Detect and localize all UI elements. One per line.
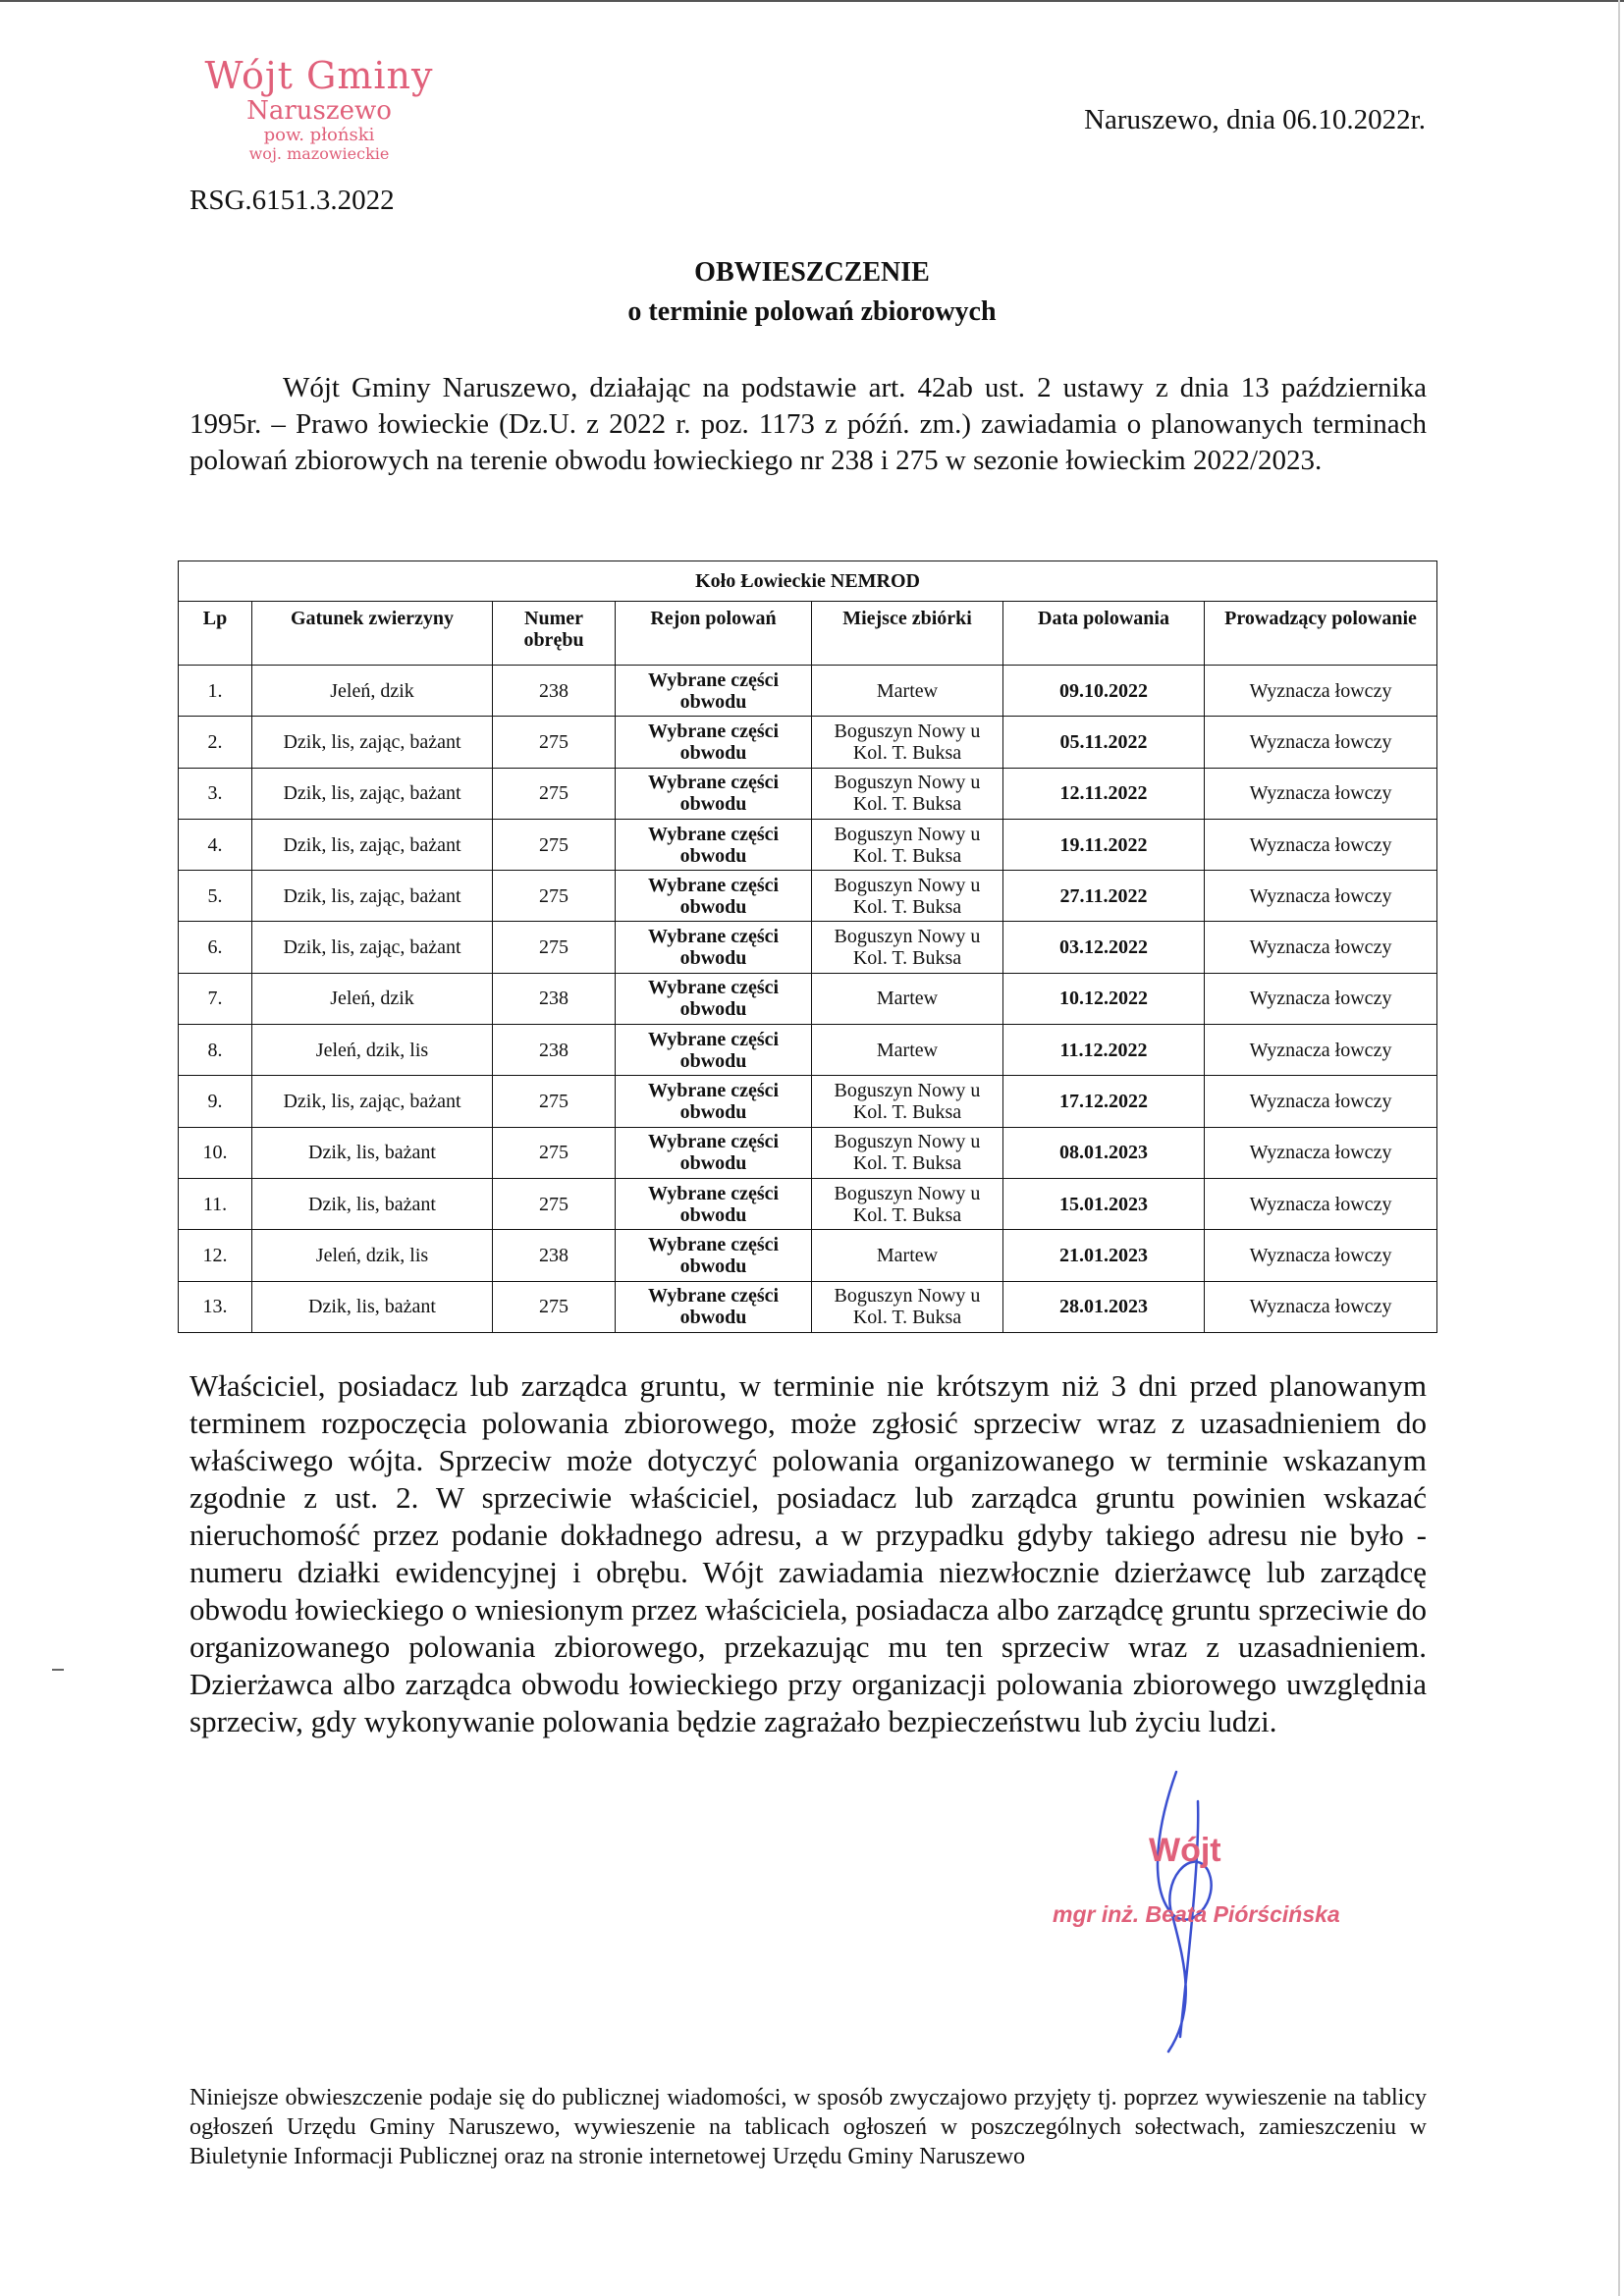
row-date: 11.12.2022 (1003, 1025, 1205, 1076)
row-district: 275 (493, 717, 616, 768)
signatory-name: mgr inż. Beata Piórścińska (1053, 1901, 1340, 1927)
row-lp: 4. (179, 819, 252, 870)
table-row (179, 768, 1437, 819)
table-row (179, 1230, 1437, 1281)
stamp-line-4: woj. mazowieckie (248, 144, 390, 163)
row-lp: 1. (179, 666, 252, 717)
row-species: Dzik, lis, bażant (252, 1178, 493, 1229)
document-date: Naruszewo, dnia 06.10.2022r. (1084, 104, 1426, 135)
header-leader: Prowadzący polowanie (1205, 602, 1437, 666)
row-species: Dzik, lis, zając, bażant (252, 819, 493, 870)
objection-rules-paragraph: Właściciel, posiadacz lub zarządca gruntu, w terminie nie krótszym niż 3 dni przed planowanym terminem rozpoczęcia polowania zbiorowego, może zgłosić sprzeciw wraz z uzasadnieniem do właściwego wójta. Sprzeciw może dotyczyć polowania organizowanego w terminie wskazanym zgodnie z ust. 2. W sprzeciwie właściciel, posiadacz lub zarządca gruntu powinien wskazać nieruchomość przez podanie dokładnego adresu, a w przypadku gdyby takiego adresu nie było - numeru działki ewidencyjnej i obrębu. Wójt zawiadamia niezwłocznie dzierżawcę lub zarządcę obwodu łowieckiego o wniesionym przez właściciela, posiadacza albo zarządcę gruntu sprzeciwie do organizowanego polowania zbiorowego, przekazując mu ten sprzeciw wraz z uzasadnieniem. Dzierżawca albo zarządca obwodu łowieckiego przy organizacji polowania zbiorowego uwzględnia sprzeciw, gdy wykonywanie polowania będzie zagrażało bezpieczeństwu lub życiu ludzi. (189, 1368, 1427, 1738)
row-place: Boguszyn Nowy u Kol. T. Buksa (812, 819, 1003, 870)
row-species: Jeleń, dzik, lis (252, 1025, 493, 1076)
row-district: 238 (493, 666, 616, 717)
row-place: Boguszyn Nowy u Kol. T. Buksa (812, 922, 1003, 973)
row-region: Wybrane części obwodu (616, 1076, 812, 1127)
row-lp: 7. (179, 973, 252, 1024)
row-place: Martew (812, 1025, 1003, 1076)
row-date: 10.12.2022 (1003, 973, 1205, 1024)
row-species: Dzik, lis, bażant (252, 1281, 493, 1332)
signatory-title: Wójt (1149, 1832, 1221, 1869)
header-region: Rejon polowań (616, 602, 812, 666)
row-place: Boguszyn Nowy u Kol. T. Buksa (812, 717, 1003, 768)
table-row (179, 1178, 1437, 1229)
row-lp: 8. (179, 1025, 252, 1076)
stamp-line-1: Wójt Gminy (204, 54, 434, 97)
row-leader: Wyznacza łowczy (1205, 717, 1437, 768)
row-leader: Wyznacza łowczy (1205, 1178, 1437, 1229)
row-lp: 10. (179, 1127, 252, 1178)
table-row (179, 1025, 1437, 1076)
row-district: 275 (493, 1076, 616, 1127)
row-leader: Wyznacza łowczy (1205, 973, 1437, 1024)
scan-right-edge (1618, 0, 1620, 2296)
row-place: Martew (812, 1230, 1003, 1281)
row-date: 05.11.2022 (1003, 717, 1205, 768)
row-species: Dzik, lis, zając, bażant (252, 922, 493, 973)
row-district: 275 (493, 871, 616, 922)
stamp-line-2: Naruszewo (246, 96, 392, 126)
row-leader: Wyznacza łowczy (1205, 666, 1437, 717)
row-place: Boguszyn Nowy u Kol. T. Buksa (812, 871, 1003, 922)
row-date: 27.11.2022 (1003, 871, 1205, 922)
row-date: 03.12.2022 (1003, 922, 1205, 973)
document-subtitle: o terminie polowań zbiorowych (627, 296, 997, 327)
row-leader: Wyznacza łowczy (1205, 768, 1437, 819)
row-district: 275 (493, 768, 616, 819)
row-place: Martew (812, 666, 1003, 717)
row-place: Boguszyn Nowy u Kol. T. Buksa (812, 768, 1003, 819)
row-date: 15.01.2023 (1003, 1178, 1205, 1229)
table-row (179, 819, 1437, 870)
header-district: Numer obrębu (493, 602, 616, 666)
row-region: Wybrane części obwodu (616, 666, 812, 717)
row-leader: Wyznacza łowczy (1205, 922, 1437, 973)
row-leader: Wyznacza łowczy (1205, 819, 1437, 870)
row-species: Jeleń, dzik, lis (252, 1230, 493, 1281)
row-region: Wybrane części obwodu (616, 1281, 812, 1332)
row-lp: 13. (179, 1281, 252, 1332)
office-stamp (196, 54, 442, 163)
row-district: 275 (493, 1281, 616, 1332)
row-place: Boguszyn Nowy u Kol. T. Buksa (812, 1281, 1003, 1332)
row-district: 238 (493, 973, 616, 1024)
row-lp: 12. (179, 1230, 252, 1281)
row-date: 21.01.2023 (1003, 1230, 1205, 1281)
row-lp: 6. (179, 922, 252, 973)
row-place: Boguszyn Nowy u Kol. T. Buksa (812, 1178, 1003, 1229)
table-body (179, 666, 1437, 1333)
table-row (179, 973, 1437, 1024)
row-region: Wybrane części obwodu (616, 1230, 812, 1281)
publication-footer: Niniejsze obwieszczenie podaje się do publicznej wiadomości, w sposób zwyczajowo przyjęty tj. poprzez wywieszenie na tablicy ogłoszeń Urzędu Gminy Naruszewo, wywieszenie na tablicach ogłoszeń w poszczególnych sołectwach, zamieszczeniu w Biuletynie Informacji Publicznej oraz na stronie internetowej Urzędu Gminy Naruszewo (189, 2085, 1427, 2169)
row-date: 17.12.2022 (1003, 1076, 1205, 1127)
row-leader: Wyznacza łowczy (1205, 1127, 1437, 1178)
header-species: Gatunek zwierzyny (252, 602, 493, 666)
row-district: 238 (493, 1025, 616, 1076)
table-row (179, 1127, 1437, 1178)
document-title: OBWIESZCZENIE (694, 257, 930, 288)
row-species: Jeleń, dzik (252, 973, 493, 1024)
row-leader: Wyznacza łowczy (1205, 871, 1437, 922)
row-district: 275 (493, 819, 616, 870)
row-date: 08.01.2023 (1003, 1127, 1205, 1178)
row-region: Wybrane części obwodu (616, 1178, 812, 1229)
row-lp: 11. (179, 1178, 252, 1229)
row-species: Dzik, lis, bażant (252, 1127, 493, 1178)
reference-number: RSG.6151.3.2022 (189, 185, 395, 216)
table-row (179, 666, 1437, 717)
row-region: Wybrane części obwodu (616, 871, 812, 922)
header-date: Data polowania (1003, 602, 1205, 666)
row-species: Dzik, lis, zając, bażant (252, 871, 493, 922)
row-leader: Wyznacza łowczy (1205, 1281, 1437, 1332)
row-district: 275 (493, 1127, 616, 1178)
row-leader: Wyznacza łowczy (1205, 1230, 1437, 1281)
row-date: 28.01.2023 (1003, 1281, 1205, 1332)
table-row (179, 922, 1437, 973)
header-lp: Lp (179, 602, 252, 666)
row-region: Wybrane części obwodu (616, 768, 812, 819)
row-leader: Wyznacza łowczy (1205, 1076, 1437, 1127)
table-row (179, 1281, 1437, 1332)
row-date: 12.11.2022 (1003, 768, 1205, 819)
row-lp: 5. (179, 871, 252, 922)
row-district: 238 (493, 1230, 616, 1281)
row-region: Wybrane części obwodu (616, 922, 812, 973)
row-region: Wybrane części obwodu (616, 973, 812, 1024)
row-place: Boguszyn Nowy u Kol. T. Buksa (812, 1076, 1003, 1127)
intro-paragraph: Wójt Gminy Naruszewo, działając na podstawie art. 42ab ust. 2 ustawy z dnia 13 października 1995r. – Prawo łowieckie (Dz.U. z 2022 r. poz. 1173 z późń. zm.) zawiadamia o planowanych terminach polowań zbiorowych na terenie obwodu łowieckiego nr 238 i 275 w sezonie łowieckim 2022/2023. (189, 372, 1427, 476)
row-species: Dzik, lis, zając, bażant (252, 768, 493, 819)
scan-margin-mark (52, 1669, 64, 1671)
row-lp: 2. (179, 717, 252, 768)
row-district: 275 (493, 1178, 616, 1229)
hunting-club-name: Koło Łowieckie NEMROD (179, 561, 1437, 602)
row-species: Jeleń, dzik (252, 666, 493, 717)
header-place: Miejsce zbiórki (812, 602, 1003, 666)
row-region: Wybrane części obwodu (616, 819, 812, 870)
row-district: 275 (493, 922, 616, 973)
row-date: 19.11.2022 (1003, 819, 1205, 870)
hunt-schedule-table (178, 561, 1437, 1333)
row-place: Martew (812, 973, 1003, 1024)
row-lp: 3. (179, 768, 252, 819)
row-region: Wybrane części obwodu (616, 717, 812, 768)
row-region: Wybrane części obwodu (616, 1127, 812, 1178)
row-lp: 9. (179, 1076, 252, 1127)
row-region: Wybrane części obwodu (616, 1025, 812, 1076)
table-row (179, 871, 1437, 922)
table-row (179, 717, 1437, 768)
row-leader: Wyznacza łowczy (1205, 1025, 1437, 1076)
table-row (179, 1076, 1437, 1127)
row-species: Dzik, lis, zając, bażant (252, 1076, 493, 1127)
scan-top-edge (0, 0, 1624, 2)
row-date: 09.10.2022 (1003, 666, 1205, 717)
stamp-line-3: pow. płoński (263, 125, 375, 145)
row-species: Dzik, lis, zając, bażant (252, 717, 493, 768)
row-place: Boguszyn Nowy u Kol. T. Buksa (812, 1127, 1003, 1178)
